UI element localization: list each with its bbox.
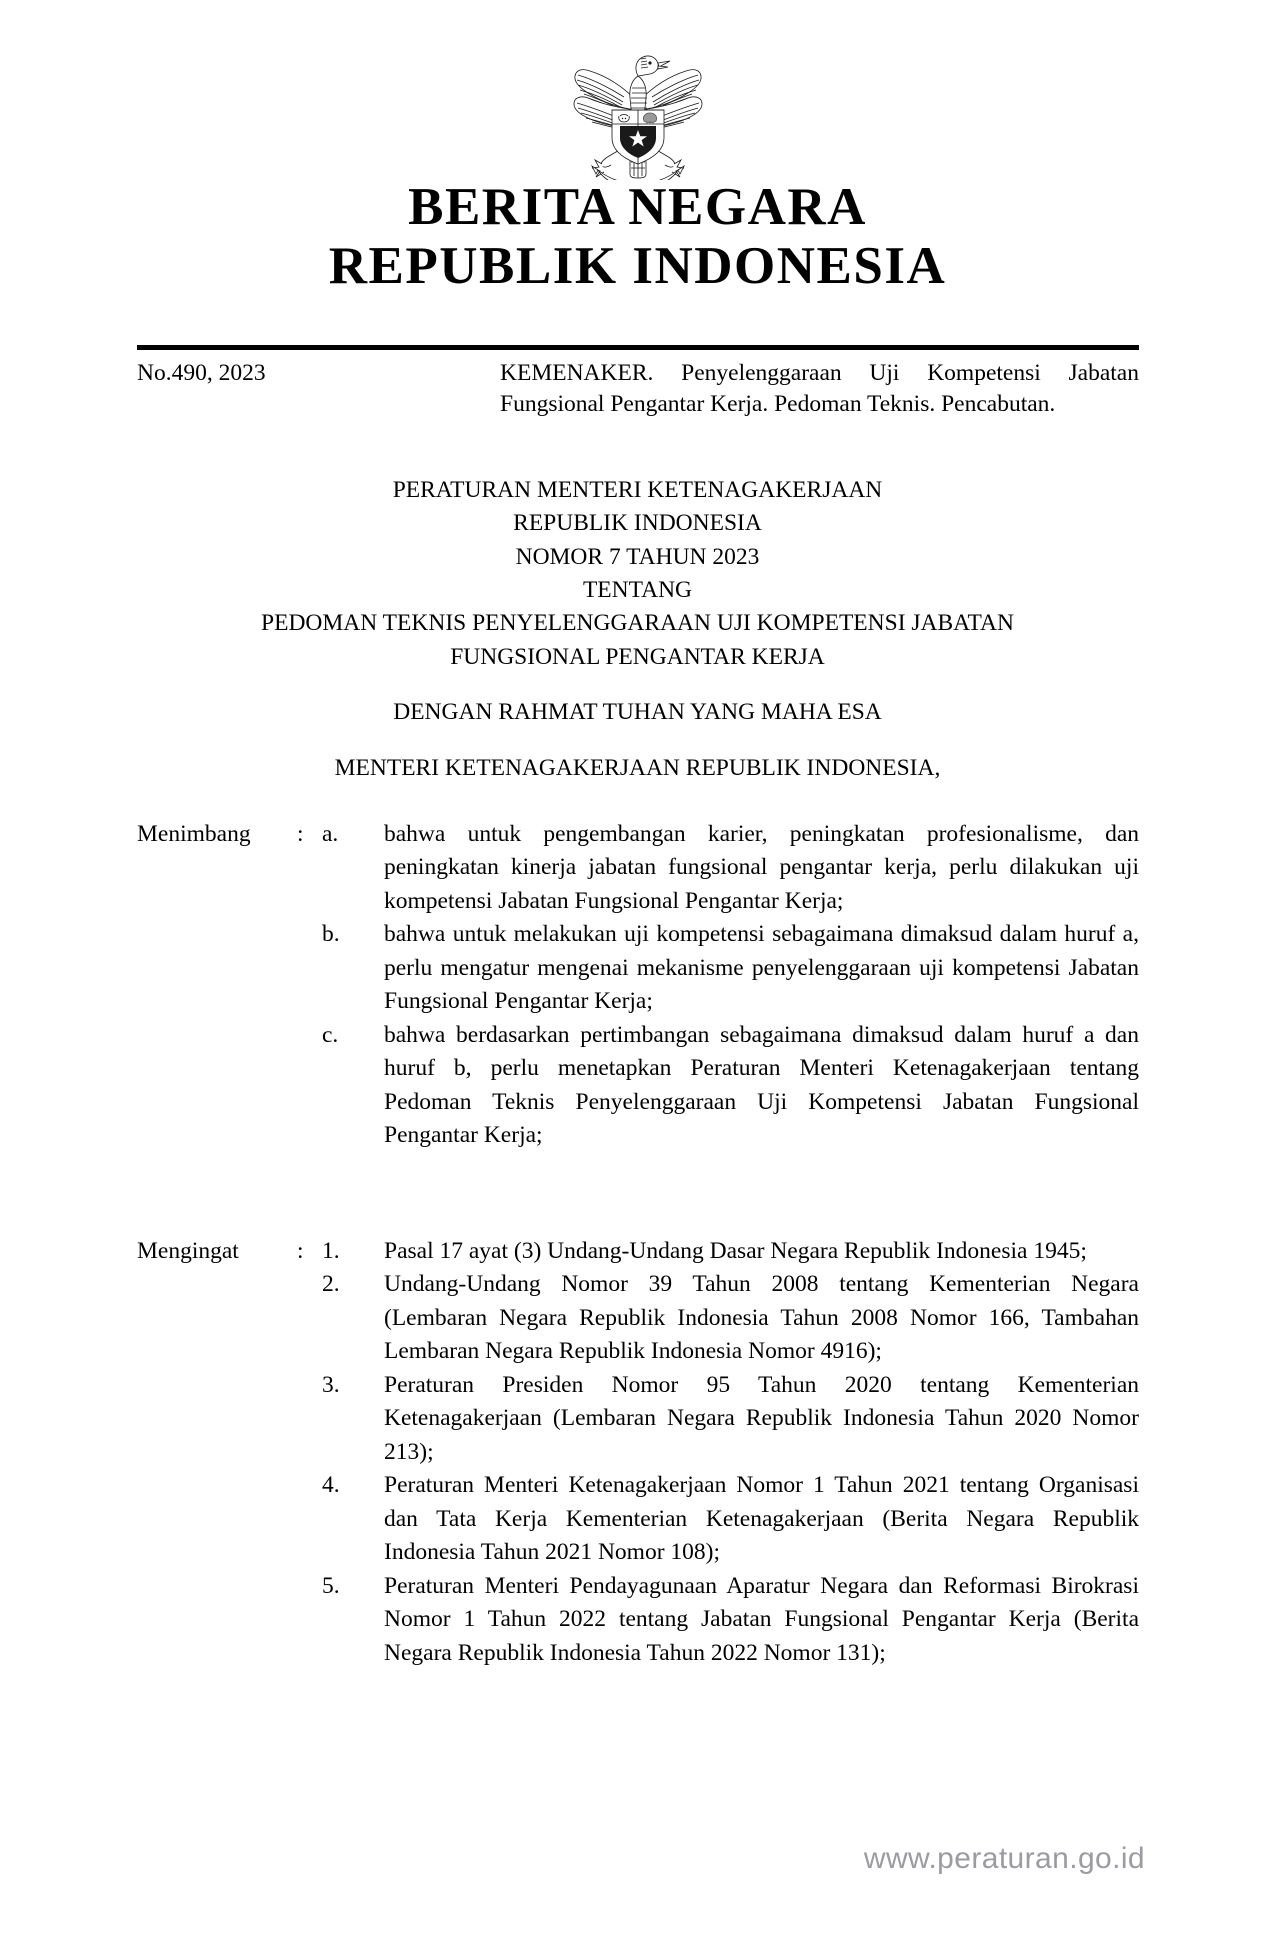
mengingat-item-marker: 3.: [322, 1371, 340, 1398]
masthead-line-1: BERITA NEGARA: [408, 178, 867, 236]
menimbang-item: [322, 918, 1139, 1018]
title-line-authority: MENTERI KETENAGAKERJAAN REPUBLIK INDONESIA,: [334, 754, 941, 781]
gazette-number: No.490, 2023: [137, 360, 266, 386]
mengingat-item-text: Undang-Undang Nomor 39 Tahun 2008 tentang Kementerian Negara (Lembaran Negara Republik Indonesia Tahun 2008 Nomor 166, Tambahan Lembaran Negara Republik Indonesia Nomor 4916);: [384, 1271, 1139, 1365]
title-line-ministry: PERATURAN MENTERI KETENAGAKERJAAN: [392, 477, 883, 503]
title-line-subject-1: PEDOMAN TEKNIS PENYELENGGARAAN UJI KOMPETENSI JABATAN: [261, 610, 1014, 637]
mengingat-item-text: Pasal 17 ayat (3) Undang-Undang Dasar Negara Republik Indonesia 1945;: [384, 1238, 1087, 1264]
title-line-subject-2: FUNGSIONAL PENGANTAR KERJA: [450, 643, 825, 670]
menimbang-item-text: bahwa berdasarkan pertimbangan sebagaimana dimaksud dalam huruf a dan huruf b, perlu menetapkan Peraturan Menteri Ketenagakerjaan tentang Pedoman Teknis Penyelenggaraan Uji Kompetensi Jabatan Fungsional Pengantar Kerja;: [384, 1021, 1139, 1149]
title-line-number: NOMOR 7 TAHUN 2023: [515, 543, 760, 570]
mengingat-item: [322, 1235, 1139, 1268]
mengingat-item-text: Peraturan Presiden Nomor 95 Tahun 2020 tentang Kementerian Ketenagakerjaan (Lembaran Negara Republik Indonesia Tahun 2020 Nomor 213);: [384, 1371, 1139, 1465]
menimbang-item-marker: a.: [322, 821, 339, 847]
menimbang-item: [322, 818, 1139, 918]
menimbang-item-text: bahwa untuk melakukan uji kompetensi sebagaimana dimaksud dalam huruf a, perlu mengatur mengenai mekanisme penyelenggaraan uji kompetensi Jabatan Fungsional Pengantar Kerja;: [384, 921, 1139, 1015]
masthead: [0, 178, 1275, 297]
mengingat-item: [322, 1469, 1139, 1569]
emblem-container: [0, 46, 1275, 185]
title-line-blessing: DENGAN RAHMAT TUHAN YANG MAHA ESA: [393, 699, 882, 726]
masthead-divider-rule: [137, 345, 1139, 350]
menimbang-colon: :: [297, 821, 304, 847]
menimbang-item-marker: c.: [322, 1021, 339, 1048]
mengingat-item-text: Peraturan Menteri Ketenagakerjaan Nomor 1 Tahun 2021 tentang Organisasi dan Tata Kerja Kementerian Ketenagakerjaan (Berita Negara Republik Indonesia Tahun 2021 Nomor 108);: [384, 1472, 1139, 1566]
mengingat-item: [322, 1268, 1139, 1368]
title-line-republic: REPUBLIK INDONESIA: [513, 510, 762, 537]
masthead-line-2: REPUBLIK INDONESIA: [328, 237, 947, 296]
mengingat-label: Mengingat: [137, 1238, 239, 1264]
menimbang-label: Menimbang: [137, 821, 251, 847]
title-line-tentang: TENTANG: [582, 577, 693, 604]
menimbang-items: [322, 818, 1139, 1153]
menimbang-item: [322, 1019, 1139, 1153]
footer-watermark: www.peraturan.go.id: [863, 1842, 1145, 1875]
regulation-title-block: [0, 474, 1275, 785]
menimbang-item-marker: b.: [322, 921, 340, 948]
mengingat-item-text: Peraturan Menteri Pendayagunaan Aparatur Negara dan Reformasi Birokrasi Nomor 1 Tahun 2022 tentang Jabatan Fungsional Pengantar Kerja (Berita Negara Republik Indonesia Tahun 2022 Nomor 131);: [384, 1572, 1139, 1666]
garuda-pancasila-emblem: [562, 46, 714, 180]
gazette-subject: KEMENAKER. Penyelenggaraan Uji Kompetensi Jabatan Fungsional Pengantar Kerja. Pedoman Teknis. Pencabutan.: [500, 360, 1139, 418]
mengingat-item-marker: 4.: [322, 1472, 340, 1499]
mengingat-item-marker: 2.: [322, 1271, 340, 1298]
mengingat-item-marker: 1.: [322, 1238, 340, 1264]
mengingat-item: [322, 1369, 1139, 1469]
mengingat-item: [322, 1570, 1139, 1670]
mengingat-item-marker: 5.: [322, 1572, 340, 1599]
mengingat-items: [322, 1235, 1139, 1670]
menimbang-item-text: bahwa untuk pengembangan karier, peningkatan profesionalisme, dan peningkatan kinerja jabatan fungsional pengantar kerja, perlu dilakukan uji kompetensi Jabatan Fungsional Pengantar Kerja;: [384, 821, 1139, 914]
mengingat-colon: :: [297, 1238, 304, 1264]
